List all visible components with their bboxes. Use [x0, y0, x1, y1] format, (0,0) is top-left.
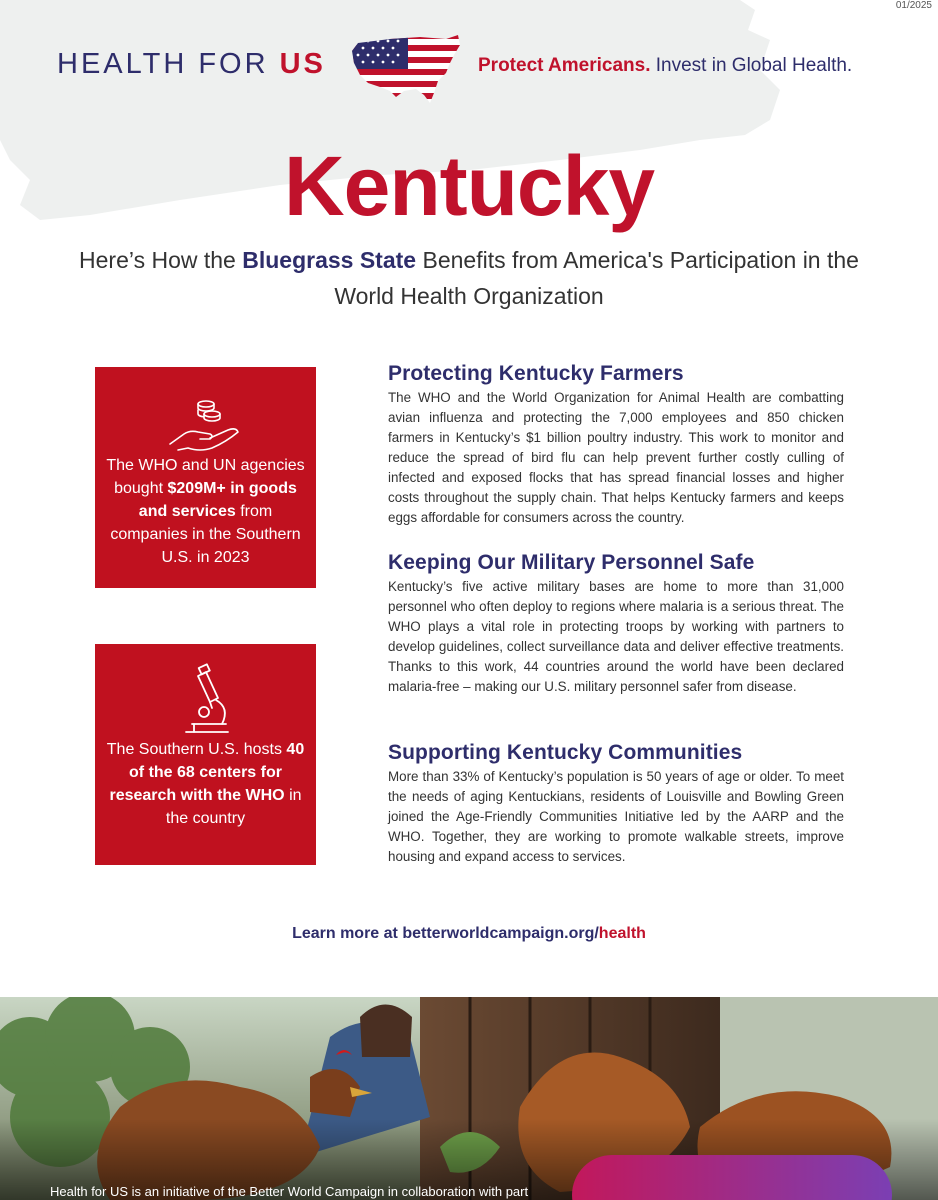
- stat-text-bold: $209M+ in goods and services: [138, 480, 297, 520]
- subtitle-after: Benefits from America's Participation in the World Health Organization: [334, 247, 859, 309]
- stat-box-procurement: [95, 367, 316, 588]
- tagline-strong: Protect Americans.: [478, 55, 651, 76]
- footer-badge-shape: [572, 1155, 892, 1200]
- section-communities: [388, 741, 844, 867]
- page-subtitle: [60, 242, 878, 314]
- brand-logo-text: [57, 48, 326, 81]
- stat-box-text: [95, 738, 316, 830]
- stat-text-before: The Southern U.S. hosts: [106, 741, 287, 758]
- date-stamp: 01/2025: [895, 0, 932, 11]
- section-heading: Protecting Kentucky Farmers: [388, 362, 684, 385]
- microscope-icon: [176, 662, 236, 738]
- section-heading: Supporting Kentucky Communities: [388, 741, 743, 764]
- section-body: The WHO and the World Organization for Animal Health are combatting avian influenza and protecting the 7,000 employees and 850 chicken farmers in Kentucky’s $1 billion poultry industry. This work to monitor and reduce the spread of bird flu can help prevent further costly culling of infected and exposed flocks that has spread financial losses and higher costs throughout the supply chain. That helps Kentucky farmers and keeps eggs affordable for consumers across the country.: [388, 390, 844, 525]
- stat-box-text: [95, 454, 316, 569]
- section-farmers: [388, 362, 844, 528]
- learn-more-suffix: health: [598, 925, 646, 942]
- subtitle-before: Here’s How the: [79, 247, 243, 273]
- section-heading: Keeping Our Military Personnel Safe: [388, 551, 755, 574]
- stat-text-after: from companies in the Southern U.S. in 2023: [110, 503, 301, 566]
- stat-text-bold: 40 of the 68 centers for research with the WHO: [109, 741, 305, 804]
- learn-more-prefix: Learn more at betterworldcampaign.org/: [292, 925, 599, 942]
- tagline-rest: Invest in Global Health.: [650, 55, 853, 76]
- us-flag-map-icon: [350, 33, 462, 105]
- learn-more-link[interactable]: [0, 925, 938, 943]
- stat-box-research-centers: [95, 644, 316, 865]
- brand-prefix: HEALTH FOR: [57, 48, 280, 80]
- page-title: Kentucky: [283, 139, 655, 233]
- stat-text-after: in the country: [165, 787, 302, 827]
- stat-text-before: The WHO and UN agencies bought: [106, 457, 305, 497]
- section-military: [388, 551, 844, 697]
- subtitle-highlight: Bluegrass State: [242, 247, 417, 273]
- section-body: Kentucky’s five active military bases are home to more than 31,000 personnel who often deploy to regions where malaria is a serious threat. The WHO plays a vital role in protecting troops by working with partners to develop guidelines, collect surveillance data and deliver effective treatments. Thanks to this work, 44 countries around the world have been declared malaria-free – making our U.S. military personnel safer from disease.: [388, 579, 844, 694]
- tagline: [478, 55, 852, 77]
- footer-text: Health for US is an initiative of the Better World Campaign in collaboration with part: [50, 1184, 529, 1199]
- brand-suffix: US: [279, 48, 326, 80]
- hand-coins-icon: [166, 392, 246, 454]
- section-body: More than 33% of Kentucky’s population is 50 years of age or older. To meet the needs of aging Kentuckians, residents of Louisville and Bowling Green joined the Age-Friendly Communities Initiative led by the AARP and the WHO. Together, they are working to promote walkable streets, improve housing and expand access to services.: [388, 769, 844, 864]
